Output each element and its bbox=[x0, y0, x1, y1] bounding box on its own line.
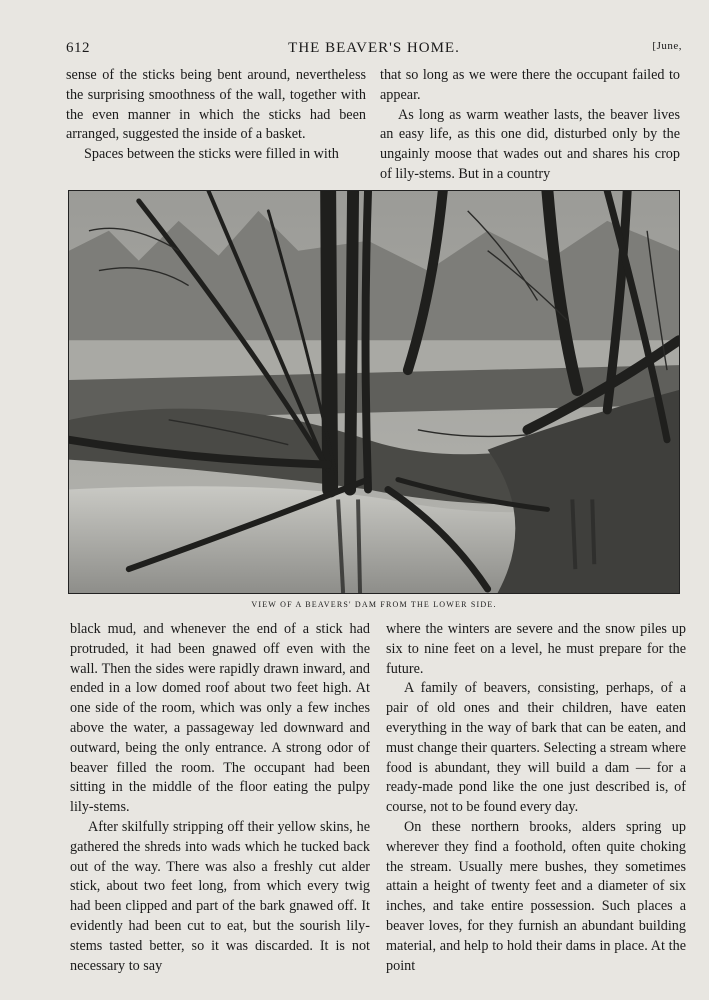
paragraph: where the winters are severe and the snow piles up six to nine feet on a level, he must prepare for the future. bbox=[386, 621, 686, 677]
paragraph: that so long as we were there the occupant failed to appear. bbox=[380, 67, 680, 103]
engraving-image bbox=[69, 191, 679, 593]
column-top-left bbox=[66, 66, 366, 165]
column-bottom-left bbox=[70, 620, 370, 976]
paragraph: After skilfully stripping off their yellow skins, he gathered the shreds into wads which he tucked back out of the way. There was also a freshly cut alder stick, about two feet long, from which every twig had been clipped and part of the bark gnawed off. It evidently had been cut to eat, but the sourish lily-stems tasted better, so it was discarded. It is not necessary to say bbox=[70, 818, 370, 974]
paragraph: A family of beavers, consisting, perhaps, of a pair of old ones and their children, have eaten everything in the way of bark that can be eaten, and must change their quarters. Selecting a stream where food is abundant, they will build a dam — for a ready-made pond like the one just described is, of course, not to be found every day. bbox=[386, 680, 686, 816]
paragraph: On these northern brooks, alders spring up wherever they find a foothold, often quite choking the stream. Usually mere bushes, they sometimes attain a height of twenty feet and a diameter of six inches, and take entire possession. Such places a beaver loves, for they furnish an abundant building material, and help to hold their dams in place. At the point bbox=[386, 818, 686, 974]
illustration-beaver-dam bbox=[68, 190, 680, 594]
header-month: [June, bbox=[652, 40, 682, 52]
column-bottom-right bbox=[386, 620, 686, 976]
paragraph: black mud, and whenever the end of a stick had protruded, it had been gnawed off even with the wall. Then the sides were rapidly drawn inward, and ended in a low domed roof about two feet high. At one side of the room, which was only a few inches above the water, a passageway led downward and outward, being the only entrance. A strong odor of beaver filled the room. The occupant had been sitting in the middle of the floor eating the pulpy lily-stems. bbox=[70, 621, 370, 816]
paragraph: Spaces between the sticks were filled in with bbox=[84, 146, 339, 163]
paragraph: As long as warm weather lasts, the beaver lives an easy life, as this one did, disturbed only by the ungainly moose that wades out and shares his crop of lily-stems. But in a country bbox=[380, 106, 680, 182]
page-number: 612 bbox=[66, 40, 90, 56]
figure-caption: VIEW OF A BEAVERS' DAM FROM THE LOWER SIDE. bbox=[251, 600, 497, 609]
running-title: THE BEAVER'S HOME. bbox=[288, 40, 460, 56]
column-top-right bbox=[380, 66, 680, 185]
running-header bbox=[66, 40, 682, 62]
paragraph: sense of the sticks being bent around, nevertheless the surprising smoothness of the wall, together with the even manner in which the sticks had been arranged, suggested the inside of a basket. bbox=[66, 67, 366, 143]
